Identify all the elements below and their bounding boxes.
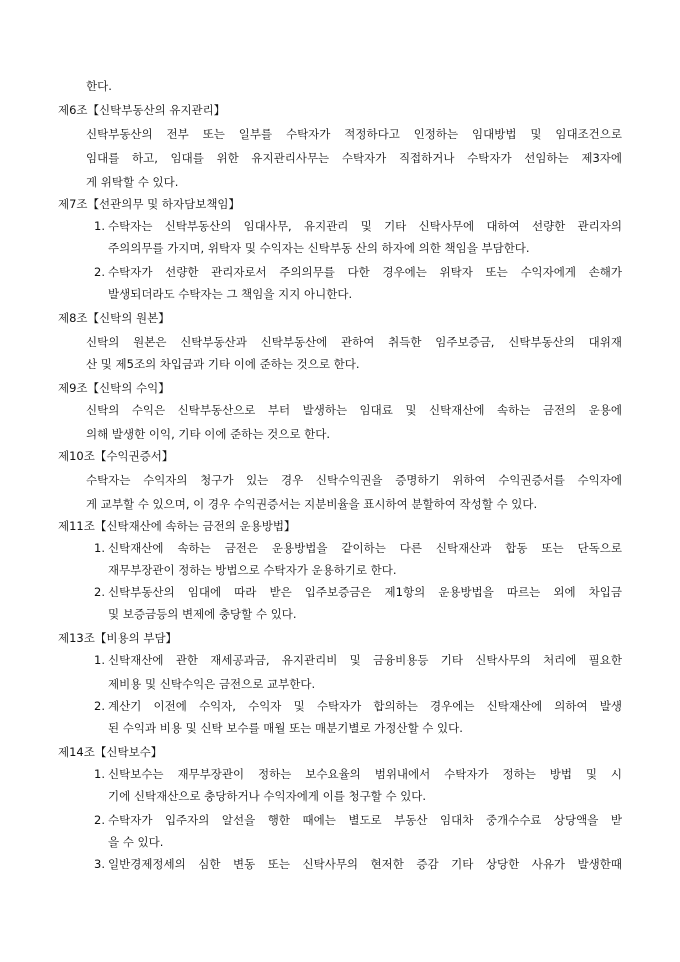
item-line: 및 보증금등의 변제에 충당할 수 있다. [108,607,297,621]
item-line: 신탁재산에 속하는 금전은 운용방법을 같이하는 다른 신탁재산과 합동 또는 단독으로 [108,541,622,555]
paragraph-line: 게 위탁할 수 있다. [86,175,179,189]
item-number: 1. [94,219,105,233]
item-line: 수탁자가 입주자의 알선을 행한 때에는 별도로 부동산 임대차 중개수수료 상당액을 받 [108,813,622,827]
item-line: 된 수익과 비용 및 신탁 보수를 매월 또는 매분기별로 가정산할 수 있다. [108,721,463,735]
item-line: 일반경제정세의 심한 변동 또는 신탁사무의 현저한 증감 기타 상당한 사유가 발생한때 [108,857,622,871]
item-line: 을 수 있다. [108,835,164,849]
item-line: 제비용 및 신탁수익은 금전으로 교부한다. [108,677,316,691]
item-number: 2. [94,265,105,279]
article-heading: 제8조【신탁의 원본】 [58,311,170,325]
paragraph-line: 한다. [86,79,112,93]
paragraph-line: 임대를 하고, 임대를 위한 유지관리사무는 수탁자가 직접하거나 수탁자가 선임하는 제3자에 [86,151,622,165]
item-line: 계산기 이전에 수익자, 수익자 및 수탁자가 합의하는 경우에는 신탁재산에 의하여 발생 [108,699,622,713]
paragraph-line: 수탁자는 수익자의 청구가 있는 경우 신탁수익권을 증명하기 위하여 수익권증서를 수익자에 [86,473,622,487]
paragraph-line: 신탁부동산의 전부 또는 일부를 수탁자가 적정하다고 인정하는 임대방법 및 임대조건으로 [86,127,622,141]
paragraph-line: 의해 발생한 이익, 기타 이에 준하는 것으로 한다. [86,427,330,441]
item-line: 수탁자가 선량한 관리자로서 주의의무를 다한 경우에는 위탁자 또는 수익자에게 손해가 [108,265,622,279]
paragraph-line: 신탁의 원본은 신탁부동산과 신탁부동산에 관하여 취득한 임주보증금, 신탁부동산의 대위재 [86,335,622,349]
item-line: 발생되더라도 수탁자는 그 책임을 지지 아니한다. [108,287,353,301]
item-number: 1. [94,767,105,781]
item-number: 1. [94,541,105,555]
item-number: 3. [94,857,105,871]
item-number: 2. [94,813,105,827]
item-number: 2. [94,585,105,599]
article-heading: 제13조【비용의 부담】 [58,631,178,645]
article-heading: 제11조【신탁재산에 속하는 금전의 운용방법】 [58,519,296,533]
article-heading: 제7조【선관의무 및 하자담보책임】 [58,197,241,211]
paragraph-line: 산 및 제5조의 차입금과 기타 이에 준하는 것으로 한다. [86,357,360,371]
item-number: 2. [94,699,105,713]
item-line: 기에 신탁재산으로 충당하거나 수익자에게 이를 청구할 수 있다. [108,789,427,803]
article-heading: 제10조【수익권증서】 [58,449,174,463]
paragraph-line: 신탁의 수익은 신탁부동산으로 부터 발생하는 임대료 및 신탁재산에 속하는 금전의 운용에 [86,403,622,417]
item-number: 1. [94,653,105,667]
article-heading: 제6조【신탁부동산의 유지관리】 [58,103,226,117]
item-line: 신탁부동산의 임대에 따라 받은 입주보증금은 제1항의 운용방법을 따르는 외에 차입금 [108,585,622,599]
article-heading: 제14조【신탁보수】 [58,745,163,759]
item-line: 신탁재산에 관한 재세공과금, 유지관리비 및 금융비용등 기타 신탁사무의 처리에 필요한 [108,653,622,667]
article-heading: 제9조【신탁의 수익】 [58,381,170,395]
item-line: 수탁자는 신탁부동산의 임대사무, 유지관리 및 기타 신탁사무에 대하여 선량한 관리자의 [108,219,622,233]
item-line: 주의의무를 가지며, 위탁자 및 수익자는 신탁부동 산의 하자에 의한 책임을 부담한다. [108,241,530,255]
item-line: 재무부장관이 정하는 방법으로 수탁자가 운용하기로 한다. [108,563,397,577]
item-line: 신탁보수는 재무부장관이 정하는 보수요율의 범위내에서 수탁자가 정하는 방법 및 시 [108,767,622,781]
paragraph-line: 게 교부할 수 있으며, 이 경우 수익권증서는 지분비율을 표시하여 분할하여 작성할 수 있다. [86,497,538,511]
